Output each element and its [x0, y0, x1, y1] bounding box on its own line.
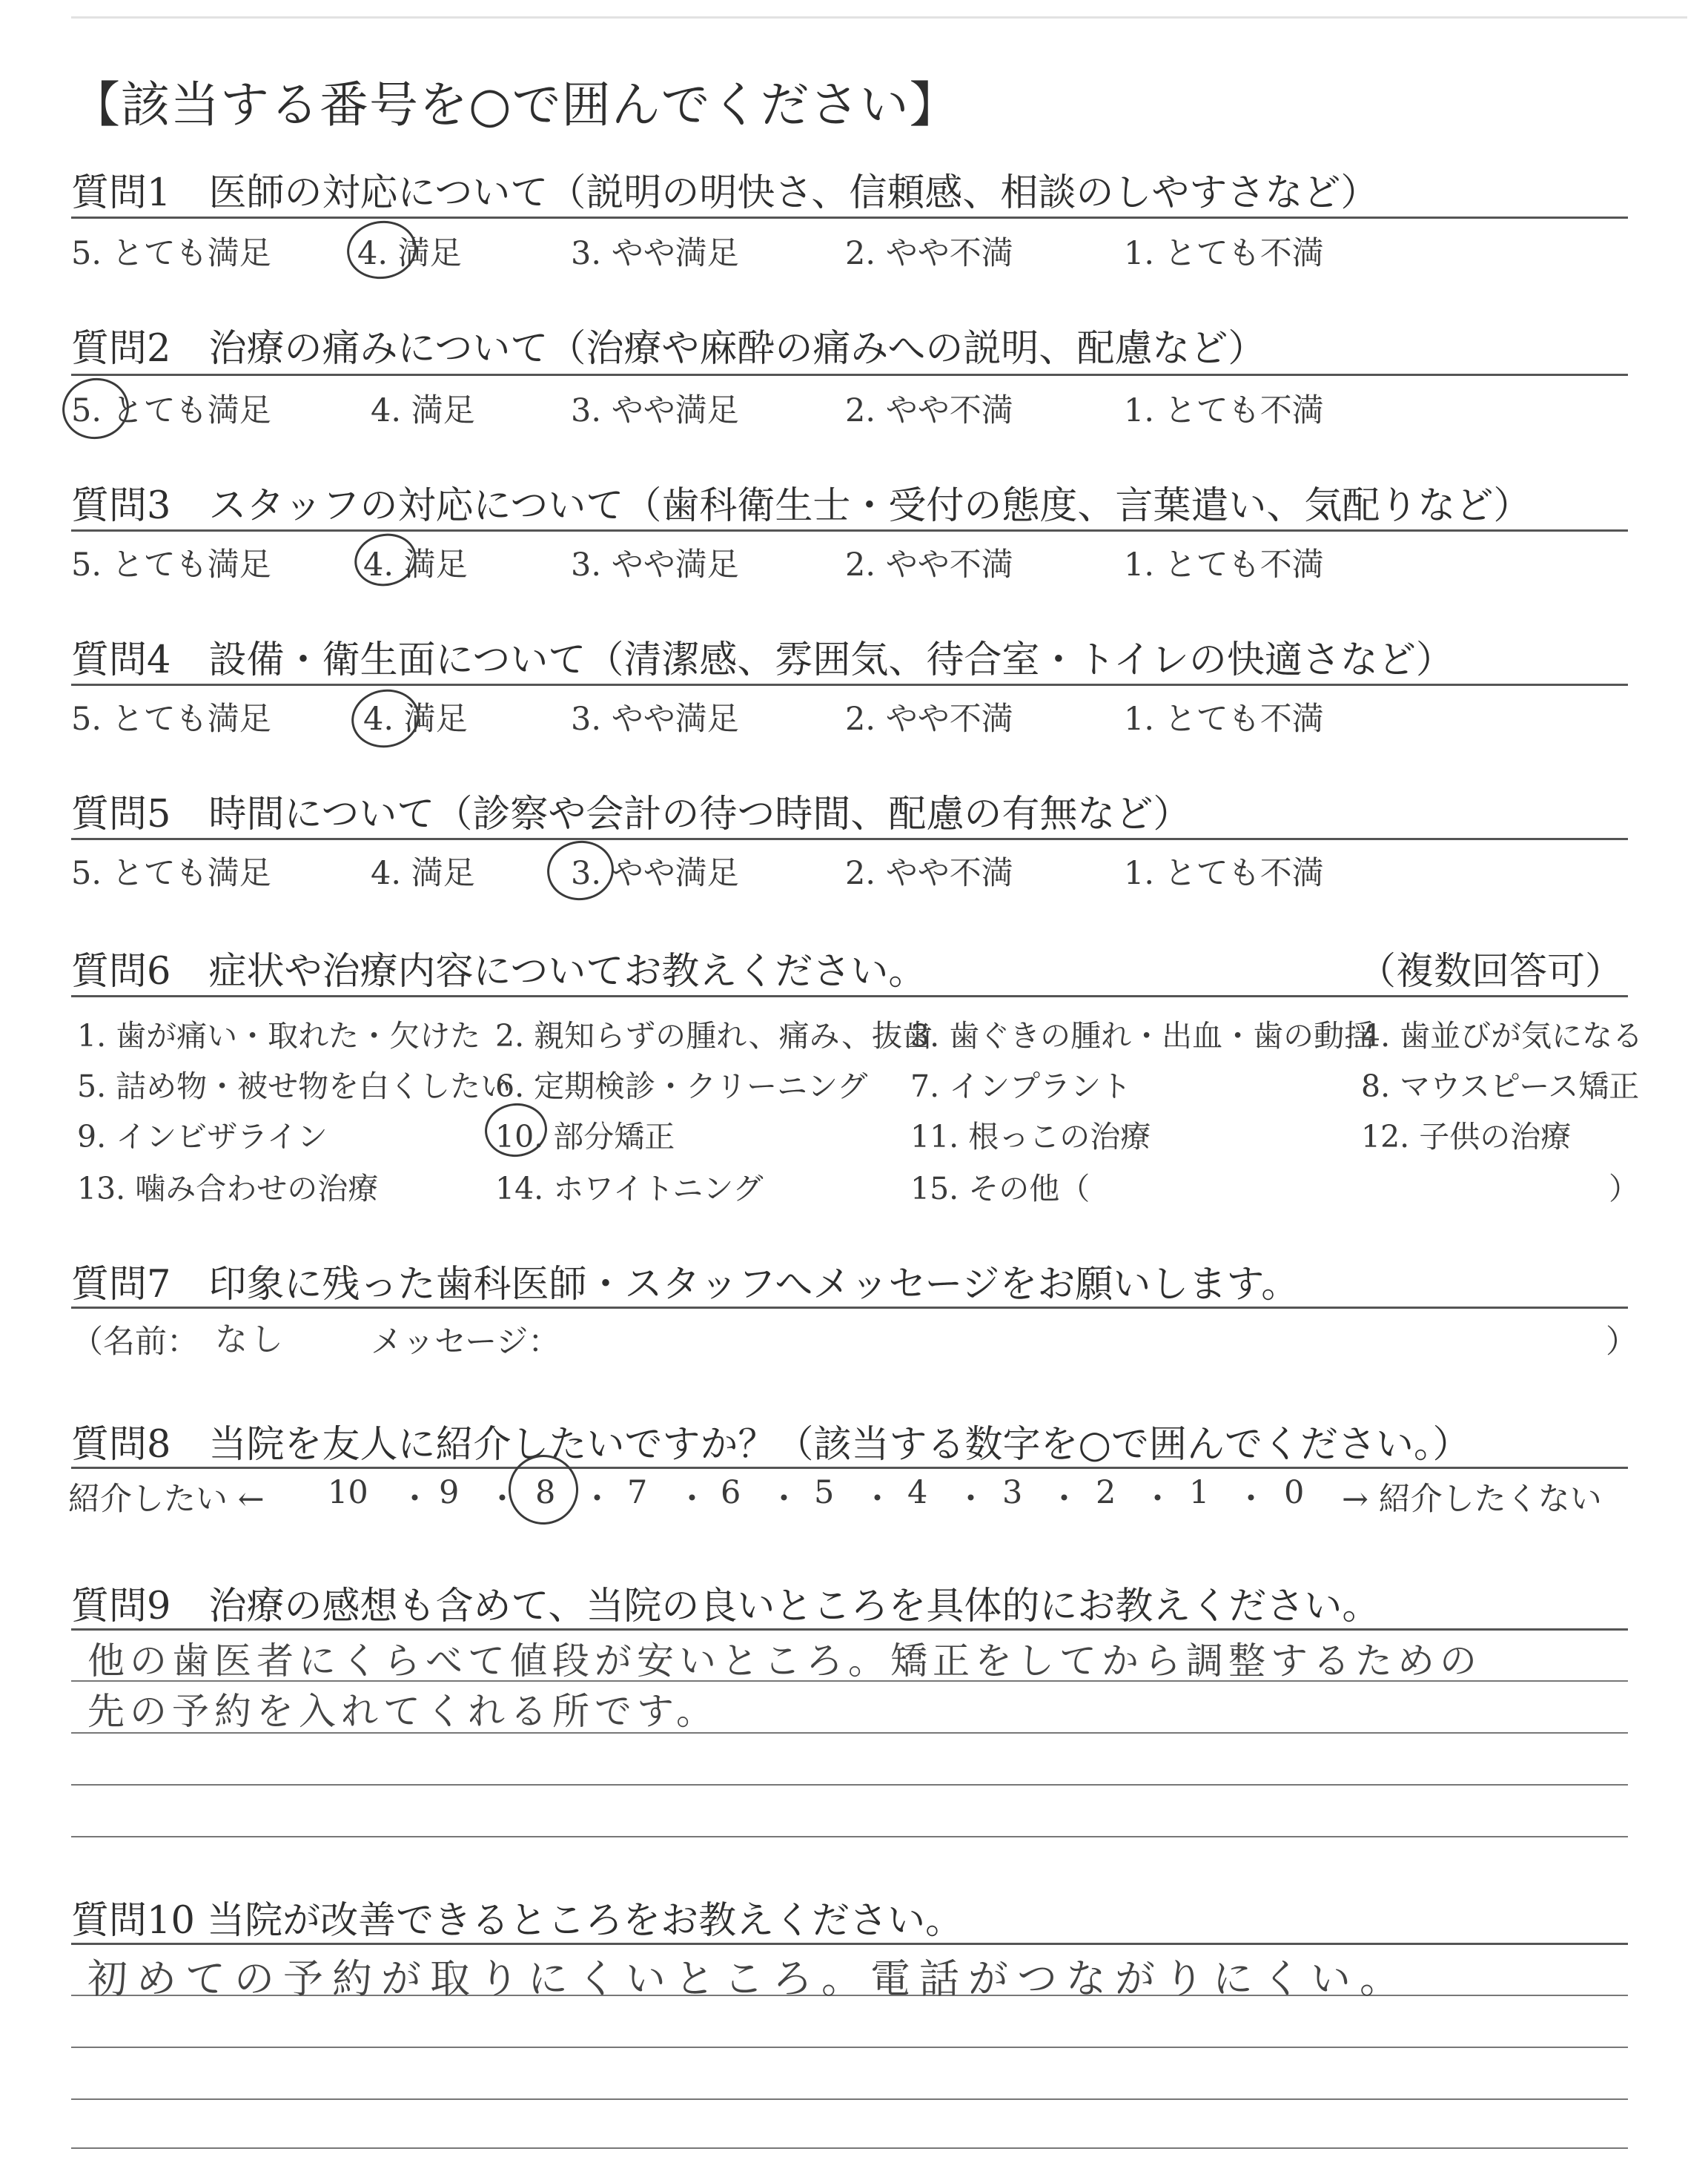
q6-item-13[interactable]: 13. 噛み合わせの治療 [77, 1171, 379, 1206]
q4-option-3[interactable]: 3. やや満足 [571, 701, 739, 738]
question-10-rule [71, 1943, 1628, 1945]
q1-option-4[interactable]: 4. 満足 [357, 235, 462, 272]
q8-scale-0[interactable]: 0 [1284, 1474, 1305, 1511]
q6-item-10[interactable]: 10. 部分矯正 [495, 1119, 675, 1155]
q9-answer-line-1[interactable]: 他の歯医者にくらべて値段が安いところ。矯正をしてから調整するための [87, 1639, 1482, 1682]
q8-separator: ・ [399, 1481, 431, 1518]
q10-writing-line [71, 2147, 1628, 2149]
q7-close-paren: ） [1606, 1324, 1638, 1361]
q1-option-1[interactable]: 1. とても不満 [1124, 235, 1324, 272]
question-3-rule [71, 529, 1628, 532]
question-1-rule [71, 217, 1628, 219]
q8-scale-7[interactable]: 7 [627, 1474, 648, 1511]
q3-option-3[interactable]: 3. やや満足 [571, 546, 739, 584]
q3-option-4[interactable]: 4. 満足 [363, 546, 468, 584]
q8-scale-3[interactable]: 3 [1002, 1474, 1023, 1511]
q6-item-5[interactable]: 5. 詰め物・被せ物を白くしたい [77, 1069, 512, 1104]
q8-separator: ・ [768, 1481, 800, 1518]
q1-option-2[interactable]: 2. やや不満 [845, 235, 1013, 272]
q2-option-4[interactable]: 4. 満足 [371, 392, 475, 429]
q8-scale-8[interactable]: 8 [535, 1474, 556, 1511]
q10-writing-line [71, 2098, 1628, 2100]
q8-left-label: 紹介したい ← [68, 1481, 265, 1518]
q9-writing-line [71, 1784, 1628, 1786]
q3-option-1[interactable]: 1. とても不満 [1124, 546, 1324, 584]
question-3-title: 質問3 スタッフの対応について（歯科衛生士・受付の態度、言葉遣い、気配りなど） [71, 484, 1532, 528]
q6-item-9[interactable]: 9. インビザライン [77, 1119, 328, 1155]
q2-option-5[interactable]: 5. とても満足 [71, 392, 271, 429]
q8-separator: ・ [861, 1481, 893, 1518]
q2-option-2[interactable]: 2. やや不満 [845, 392, 1013, 429]
q5-option-3[interactable]: 3. やや満足 [571, 855, 739, 892]
q6-item-15-close: ） [1609, 1171, 1639, 1206]
q8-scale-5[interactable]: 5 [814, 1474, 835, 1511]
question-2-rule [71, 374, 1628, 376]
q6-item-8[interactable]: 8. マウスピース矯正 [1361, 1069, 1640, 1104]
q5-option-2[interactable]: 2. やや不満 [845, 855, 1013, 892]
question-6-note: （複数回答可） [1358, 950, 1623, 994]
q8-separator: ・ [676, 1481, 708, 1518]
page-top-border [71, 16, 1687, 19]
q8-separator: ・ [1235, 1481, 1267, 1518]
q6-item-2[interactable]: 2. 親知らずの腫れ、痛み、抜歯 [495, 1018, 933, 1054]
q6-item-15[interactable]: 15. その他（ [910, 1171, 1090, 1206]
q4-option-4[interactable]: 4. 満足 [363, 701, 468, 738]
q3-option-2[interactable]: 2. やや不満 [845, 546, 1013, 584]
q9-answer-line-2[interactable]: 先の予約を入れてくれる所です。 [87, 1690, 718, 1733]
q7-message-label: メッセージ： [371, 1324, 560, 1361]
q2-option-1[interactable]: 1. とても不満 [1124, 392, 1324, 429]
q1-option-5[interactable]: 5. とても満足 [71, 235, 271, 272]
question-7-rule [71, 1307, 1628, 1309]
q8-scale-9[interactable]: 9 [439, 1474, 460, 1511]
q2-option-3[interactable]: 3. やや満足 [571, 392, 739, 429]
q6-item-12[interactable]: 12. 子供の治療 [1361, 1119, 1572, 1155]
q6-item-7[interactable]: 7. インプラント [910, 1069, 1132, 1104]
q6-item-1[interactable]: 1. 歯が痛い・取れた・欠けた [77, 1018, 481, 1054]
question-4-rule [71, 684, 1628, 686]
question-5-title: 質問5 時間について（診察や会計の待つ時間、配慮の有無など） [71, 793, 1191, 836]
q8-scale-4[interactable]: 4 [907, 1474, 928, 1511]
question-7-title: 質問7 印象に残った歯科医師・スタッフへメッセージをお願いします。 [71, 1263, 1300, 1307]
question-6-rule [71, 995, 1628, 997]
page-header: 【該当する番号を○で囲んでください】 [71, 76, 959, 133]
q6-item-11[interactable]: 11. 根っこの治療 [910, 1119, 1151, 1155]
q10-writing-line [71, 2047, 1628, 2048]
q8-scale-2[interactable]: 2 [1096, 1474, 1116, 1511]
q5-option-5[interactable]: 5. とても満足 [71, 855, 271, 892]
q7-name-value[interactable]: なし [215, 1321, 286, 1358]
q9-writing-line [71, 1836, 1628, 1837]
question-8-rule [71, 1467, 1628, 1469]
question-4-title: 質問4 設備・衛生面について（清潔感、雰囲気、待合室・トイレの快適さなど） [71, 638, 1454, 682]
q6-item-4[interactable]: 4. 歯並びが気になる [1361, 1018, 1644, 1054]
q8-separator: ・ [1048, 1481, 1080, 1518]
q8-scale-6[interactable]: 6 [721, 1474, 741, 1511]
q8-separator: ・ [1142, 1481, 1174, 1518]
q7-name-label: （名前： [71, 1324, 199, 1361]
question-6-title: 質問6 症状や治療内容についてお教えください。 [71, 950, 927, 994]
q8-right-label: → 紹介したくない [1342, 1481, 1602, 1518]
q5-option-1[interactable]: 1. とても不満 [1124, 855, 1324, 892]
q3-option-5[interactable]: 5. とても満足 [71, 546, 271, 584]
q6-item-6[interactable]: 6. 定期検診・クリーニング [495, 1069, 868, 1104]
q4-option-2[interactable]: 2. やや不満 [845, 701, 1013, 738]
q8-separator: ・ [581, 1481, 613, 1518]
question-2-title: 質問2 治療の痛みについて（治療や麻酔の痛みへの説明、配慮など） [71, 327, 1266, 371]
q8-scale-10[interactable]: 10 [328, 1474, 368, 1511]
question-10-title: 質問10 当院が改善できるところをお教えください。 [71, 1899, 964, 1943]
question-9-rule [71, 1628, 1628, 1631]
q8-separator: ・ [955, 1481, 987, 1518]
question-9-title: 質問9 治療の感想も含めて、当院の良いところを具体的にお教えください。 [71, 1585, 1380, 1628]
q10-answer-line-1[interactable]: 初めての予約が取りにくいところ。電話がつながりにくい。 [87, 1955, 1409, 2002]
q6-item-14[interactable]: 14. ホワイトニング [495, 1171, 764, 1206]
q8-scale-1[interactable]: 1 [1189, 1474, 1210, 1511]
question-8-title: 質問8 当院を友人に紹介したいですか？（該当する数字を○で囲んでください。） [71, 1423, 1471, 1467]
q1-option-3[interactable]: 3. やや満足 [571, 235, 739, 272]
q4-option-1[interactable]: 1. とても不満 [1124, 701, 1324, 738]
question-5-rule [71, 838, 1628, 840]
q6-item-3[interactable]: 3. 歯ぐきの腫れ・出血・歯の動揺 [910, 1018, 1375, 1054]
q4-option-5[interactable]: 5. とても満足 [71, 701, 271, 738]
question-1-title: 質問1 医師の対応について（説明の明快さ、信頼感、相談のしやすさなど） [71, 171, 1379, 215]
q5-option-4[interactable]: 4. 満足 [371, 855, 475, 892]
q8-separator: ・ [486, 1481, 518, 1518]
